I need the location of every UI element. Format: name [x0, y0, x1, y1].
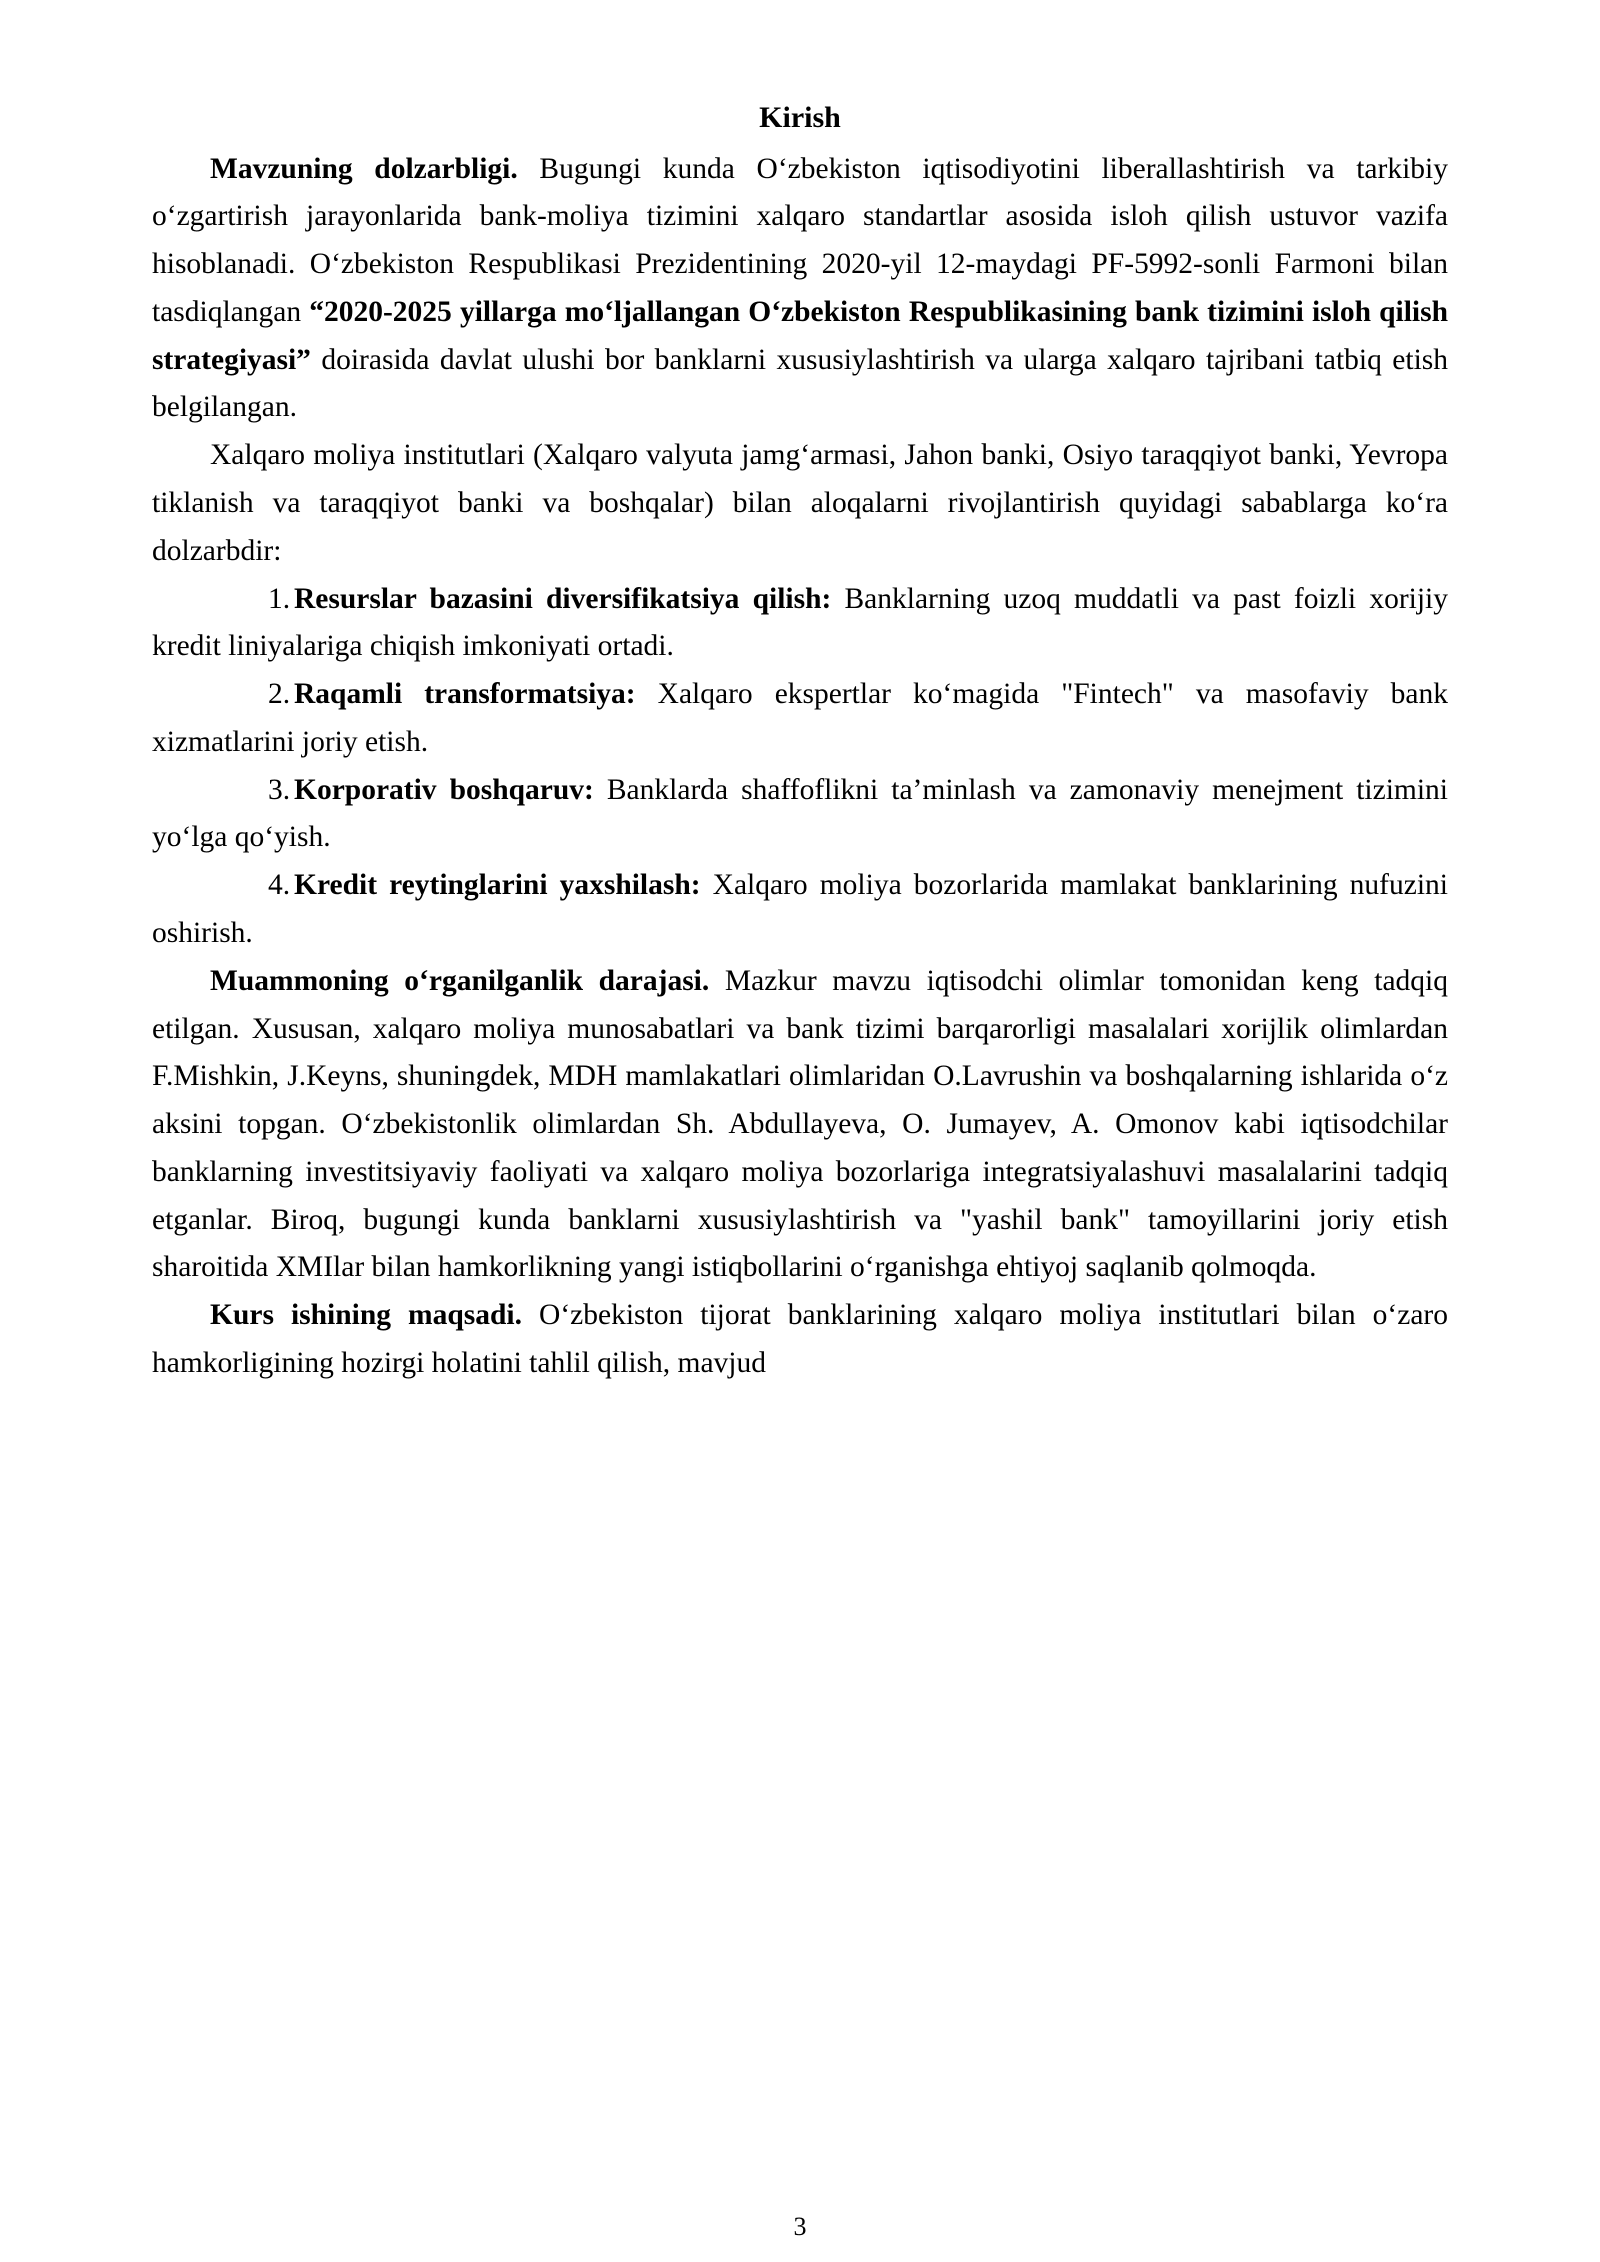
- list-item-lead-4: Kredit reytinglarini yaxshilash:: [294, 869, 701, 902]
- paragraph-lead-dolzarbligi: Mavzuning dolzarbligi.: [210, 152, 518, 185]
- paragraph-text-organilganlik: Mazkur mavzu iqtisodchi olimlar tomonidan keng tadqiq etilgan. Xususan, xalqaro moliya munosabatlari va bank tizimi barqarorligi masalalari xorijlik olimlardan F.Mishkin, J.Keyns, shuningdek, MDH mamlakatlari olimlaridan O.Lavrushin va boshqalarning ishlarida o‘z aksini topgan. O‘zbekistonlik olimlardan Sh. Abdullayeva, O. Jumayev, A. Omonov kabi iqtisodchilar banklarning investitsiyaviy faoliyati va xalqaro moliya bozorlariga integratsiyalashuvi masalalarini tadqiq etganlar. Biroq, bugungi kunda banklarni xususiylashtirish va "yashil bank" tamoyillarini joriy etish sharoitida XMIlar bilan hamkorlikning yangi istiqbollarini o‘rganishga ehtiyoj saqlanib qolmoqda.: [152, 964, 1449, 1284]
- list-item: [152, 862, 1448, 958]
- list-item-lead-2: Raqamli transformatsiya:: [294, 678, 636, 711]
- page-title: Kirish: [759, 101, 841, 134]
- paragraph-text-dolzarbligi-2: “2020-2025 yillarga mo‘ljallangan O‘zbekiston Respublikasining bank tizimini isloh qilish strategiyasi”: [152, 295, 1448, 376]
- list-item-text-1: Banklarning uzoq muddatli va past foizli xorijiy kredit liniyalariga chiqish imkoniyati ortadi.: [152, 582, 1448, 663]
- list-item-number-1: 1.: [268, 582, 291, 615]
- list-item-text-4: Xalqaro moliya bozorlarida mamlakat banklarining nufuzini oshirish.: [152, 869, 1448, 949]
- list-item-number-3: 3.: [268, 773, 291, 806]
- list-item-text-2: Xalqaro ekspertlar ko‘magida "Fintech" va masofaviy bank xizmatlarini joriy etish.: [152, 678, 1448, 758]
- paragraph-maqsadi: [152, 1292, 1448, 1388]
- page-number: 3: [793, 2212, 807, 2241]
- list-item-number-2: 2.: [268, 678, 291, 711]
- list-item: [152, 576, 1448, 672]
- paragraph-text-institutlari: Xalqaro moliya institutlari (Xalqaro valyuta jamg‘armasi, Jahon banki, Osiyo taraqqiyot banki, Yevropa tiklanish va taraqqiyot banki va boshqalar) bilan aloqalarni rivojlantirish quyidagi sabablarga ko‘ra dolzarbdir:: [152, 439, 1448, 567]
- list-item-lead-1: Resurslar bazasini diversifikatsiya qilish:: [294, 582, 832, 615]
- paragraph-institutlari: [152, 432, 1448, 575]
- list-item-lead-3: Korporativ boshqaruv:: [294, 773, 594, 806]
- paragraph-text-maqsadi: O‘zbekiston tijorat banklarining xalqaro moliya institutlari bilan o‘zaro hamkorligining hozirgi holatini tahlil qilish, mavjud: [152, 1299, 1448, 1380]
- paragraph-organilganlik: [152, 958, 1448, 1292]
- list-item: [152, 671, 1448, 767]
- paragraph-text-dolzarbligi-3: doirasida davlat ulushi bor banklarni xususiylashtirish va ularga xalqaro tajribani tatbiq etish belgilangan.: [152, 343, 1448, 424]
- paragraph-text-dolzarbligi-1: Bugungi kunda O‘zbekiston iqtisodiyotini liberallashtirish va tarkibiy o‘zgartirish jarayonlarida bank-moliya tizimini xalqaro standartlar asosida isloh qilish ustuvor vazifa hisoblanadi. O‘zbekiston Respublikasi Prezidentining 2020-yil 12-maydagi PF-5992-sonli Farmoni bilan tasdiqlangan: [152, 152, 1448, 328]
- list-item-text-3: Banklarda shaffoflikni ta’minlash va zamonaviy menejment tizimini yo‘lga qo‘yish.: [152, 773, 1448, 854]
- paragraph-lead-maqsadi: Kurs ishining maqsadi.: [210, 1299, 522, 1332]
- paragraph-dolzarbligi: [152, 146, 1448, 433]
- list-item: [152, 767, 1448, 863]
- paragraph-lead-organilganlik: Muammoning o‘rganilganlik darajasi.: [210, 964, 710, 997]
- list-item-number-4: 4.: [268, 869, 291, 902]
